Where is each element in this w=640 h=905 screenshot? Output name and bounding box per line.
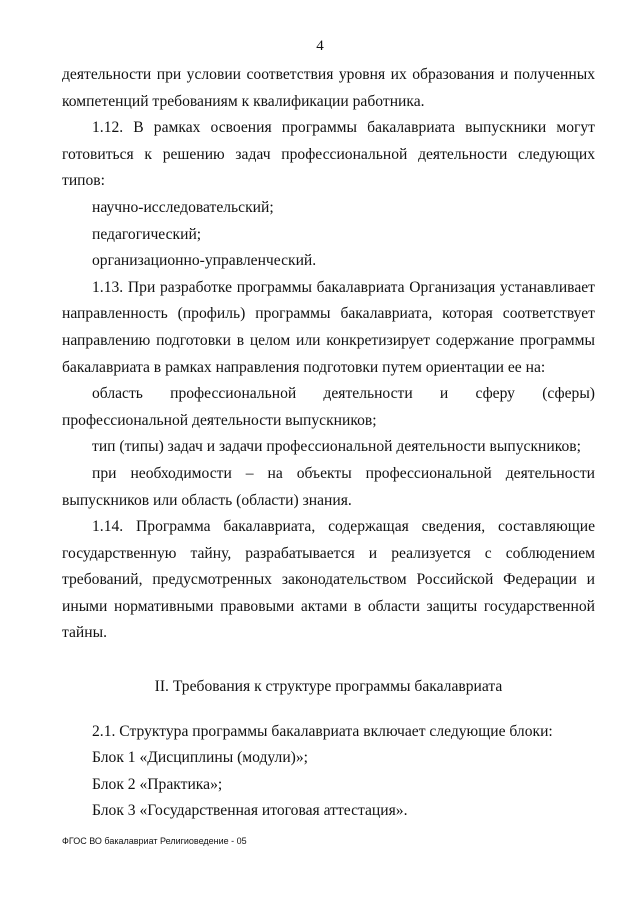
type-item: педагогический;	[92, 225, 202, 243]
paragraph-2-1: 2.1. Структура программы бакалавриата включает следующие блоки:	[92, 722, 553, 740]
block-item: Блок 3 «Государственная итоговая аттестация».	[92, 802, 408, 820]
block-item: Блок 1 «Дисциплины (модули)»;	[92, 749, 308, 767]
paragraph-1-14: 1.14. Программа бакалавриата, содержащая сведения, составляющие государственную тайну, разрабатывается и реализуется с соблюдением требований, предусмотренных законодательством Российской Федерации и иными нормативными правовыми актами в области защиты государственной тайны.	[62, 518, 595, 642]
orientation-item: при необходимости – на объекты профессиональной деятельности выпускников или область (области) знания.	[62, 464, 595, 509]
page-number: 4	[316, 38, 324, 54]
page-footer: ФГОС ВО бакалавриат Религиоведение - 05	[62, 836, 247, 846]
orientation-item: область профессиональной деятельности и сферу (сферы) профессиональной деятельности выпускников;	[62, 385, 595, 429]
type-item: научно-исследовательский;	[92, 198, 274, 216]
paragraph-continuation: деятельности при условии соответствия уровня их образования и полученных компетенций требованиям к квалификации работника.	[62, 66, 595, 110]
block-item: Блок 2 «Практика»;	[92, 775, 223, 793]
document-body	[62, 62, 595, 825]
type-item: организационно-управленческий.	[92, 252, 317, 270]
orientation-item: тип (типы) задач и задачи профессиональной деятельности выпускников;	[92, 438, 581, 456]
paragraph-1-13: 1.13. При разработке программы бакалавриата Организация устанавливает направленность (профиль) программы бакалавриата, которая соответствует направлению подготовки в целом или конкретизирует содержание программы бакалавриата в рамках направления подготовки путем ориентации ее на:	[62, 278, 595, 376]
paragraph-1-12: 1.12. В рамках освоения программы бакалавриата выпускники могут готовиться к решению задач профессиональной деятельности следующих типов:	[62, 119, 595, 190]
heading-spacer	[62, 701, 595, 719]
section-heading: II. Требования к структуре программы бакалавриата	[154, 678, 503, 696]
